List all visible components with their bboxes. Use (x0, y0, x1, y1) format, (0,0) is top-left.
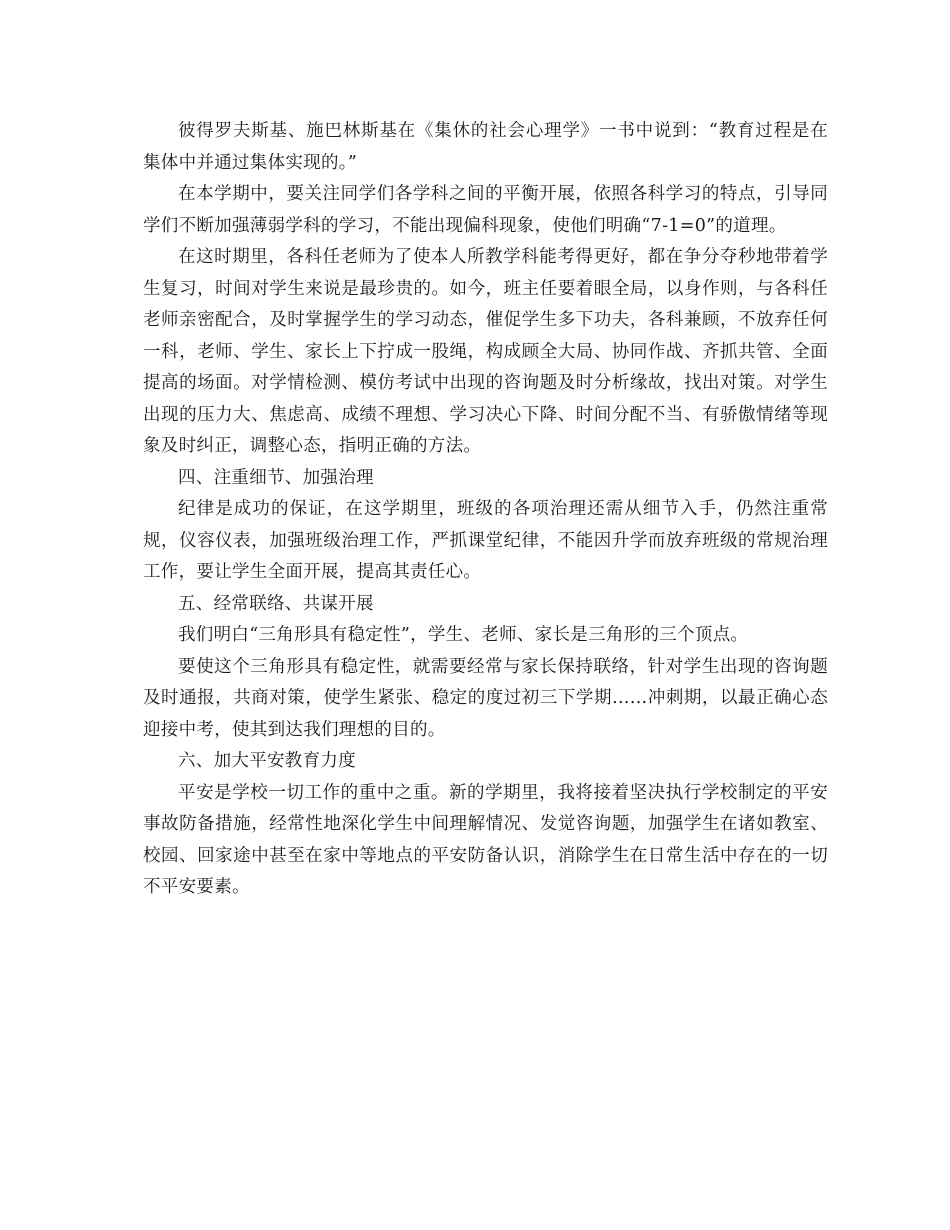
paragraph-safety: 平安是学校一切工作的重中之重。新的学期里，我将接着坚决执行学校制定的平安事故防备措施，经常性地深化学生中间理解情况、发觉咨询题，加强学生在诸如教室、校园、回家途中甚至在家中等地点的平安防备认识，消除学生在日常生活中存在的一切不平安要素。 (143, 782, 828, 897)
paragraph-quote: 彼得罗夫斯基、施巴林斯基在《集休的社会心理学》一书中说到：“教育过程是在集体中并通过集体实现的。” (143, 121, 828, 173)
paragraph-parent-contact: 要使这个三角形具有稳定性，就需要经常与家长保持联络，针对学生出现的咨询题及时通报，共商对策，使学生紧张、稳定的度过初三下学期……冲刺期，以最正确心态迎接中考，使其到达我们理想的目的。 (143, 656, 828, 740)
section-heading-safety: 六、加大平安教育力度 (178, 751, 356, 771)
paragraph-teacher-cooperation: 在这时期里，各科任老师为了使本人所教学科能考得更好，都在争分夺秒地带着学生复习，时间对学生来说是最珍贵的。如今，班主任要着眼全局，以身作则，与各科任老师亲密配合，及时掌握学生的学习动态，催促学生多下功夫，各科兼顾，不放弃任何一科，老师、学生、家长上下拧成一股绳，构成顾全大局、协同作战、齐抓共管、全面提高的场面。对学情检测、模仿考试中出现的咨询题及时分析缘故，找出对策。对学生出现的压力大、焦虑高、成绩不理想、学习决心下降、时间分配不当、有骄傲情绪等现象及时纠正，调整心态，指明正确的方法。 (143, 247, 828, 456)
paragraph-triangle: 我们明白“三角形具有稳定性”，学生、老师、家长是三角形的三个顶点。 (178, 625, 749, 645)
section-heading-details: 四、注重细节、加强治理 (178, 467, 374, 488)
paragraph-discipline: 纪律是成功的保证，在这学期里，班级的各项治理还需从细节入手，仍然注重常规，仪容仪表，加强班级治理工作，严抓课堂纪律，不能因升学而放弃班级的常规治理工作，要让学生全面开展，提高其责任心。 (143, 499, 828, 582)
section-heading-contact: 五、经常联络、共谋开展 (178, 593, 374, 614)
document-body (143, 116, 828, 904)
paragraph-balanced-study: 在本学期中，要关注同学们各学科之间的平衡开展，依照各科学习的特点，引导同学们不断加强薄弱学科的学习，不能出现偏科现象，使他们明确“7-1=0”的道理。 (143, 184, 828, 236)
